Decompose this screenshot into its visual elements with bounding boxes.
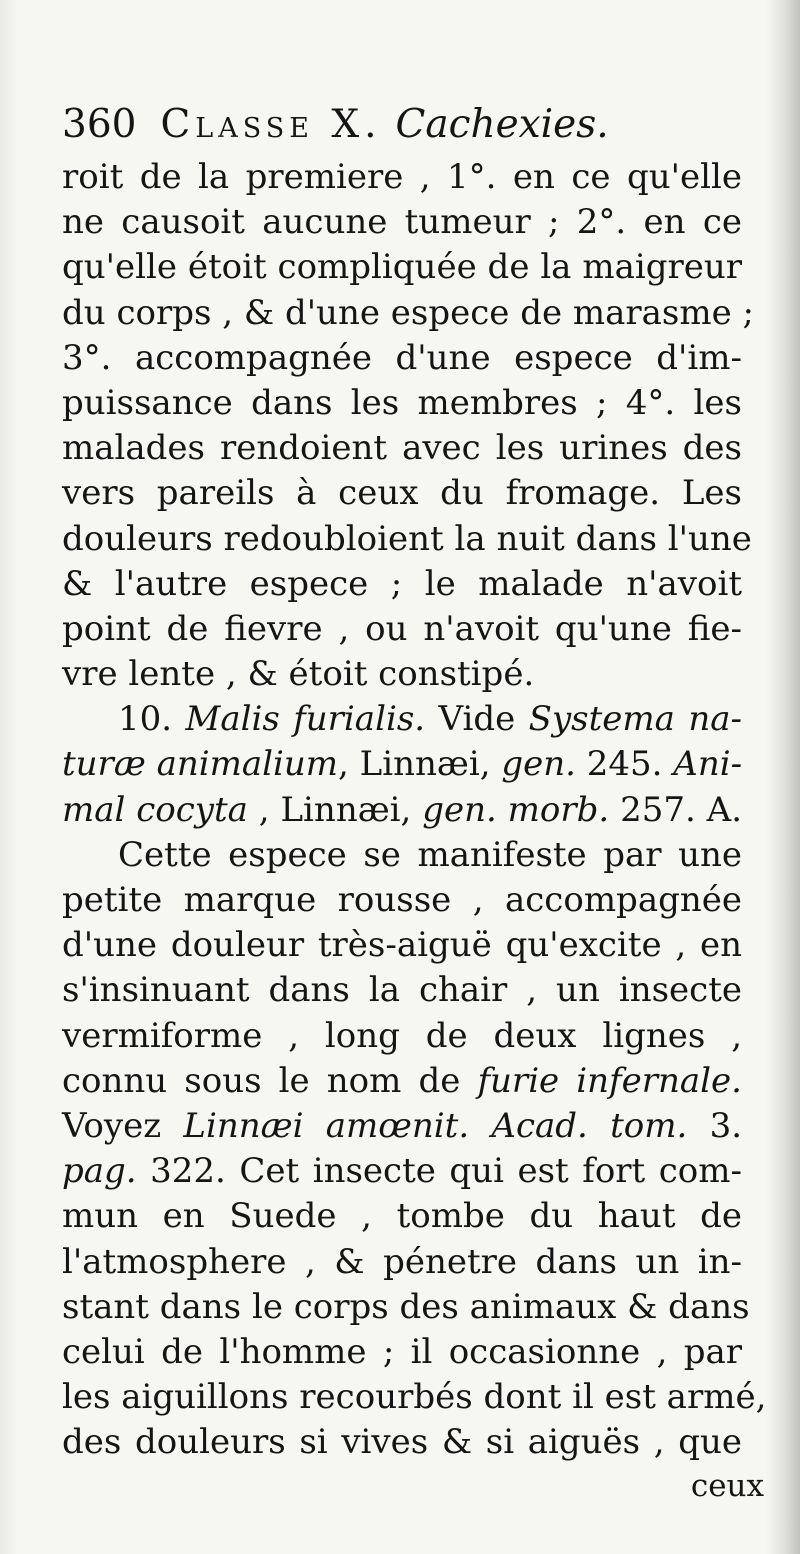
animal-name: Ani-: [673, 744, 743, 785]
text-line-2: ne causoit aucune tumeur ; 2°. en ce: [62, 202, 742, 243]
text-line-19: s'insinuant dans la chair , un insecte: [62, 970, 742, 1011]
text-line-15: [62, 788, 742, 833]
text-line-13: [62, 697, 742, 742]
page-abbrev: pag.: [62, 1151, 137, 1192]
class-label: Classe X.: [160, 102, 382, 147]
text-line-8: vers pareils à ceux du fromage. Les: [62, 473, 742, 514]
morb-number: 257. A.: [609, 789, 743, 830]
text-line-23: [62, 1149, 742, 1194]
text-line-14: [62, 742, 742, 787]
text-line-20: vermiforme , long de deux lignes ,: [62, 1015, 742, 1056]
voyez-text: Voyez: [62, 1105, 184, 1146]
line-15-text: , Linnæi,: [247, 789, 423, 830]
line-21-text: connu sous le nom de: [62, 1060, 478, 1101]
text-line-29: des douleurs si vives & si aiguës , que: [62, 1422, 742, 1463]
section-title: Cachexies.: [395, 102, 609, 147]
text-line-16: Cette espece se manifeste par une: [118, 834, 742, 875]
furie-infernale: furie infernale.: [477, 1060, 742, 1101]
text-block: [62, 95, 767, 1465]
species-name: Malis furialis.: [185, 699, 426, 740]
text-line-25: l'atmosphere , & pénetre dans un in-: [62, 1241, 742, 1282]
entry-number: 10.: [118, 699, 186, 740]
text-line-11: point de fievre , ou n'avoit qu'une fie-: [62, 608, 742, 649]
page-left-shade: [0, 0, 18, 1554]
catchword: ceux: [690, 1468, 764, 1504]
line-14-text: , Linnæi,: [338, 744, 502, 785]
text-line-28: les aiguillons recourbés dont il est armé,: [62, 1377, 767, 1418]
text-line-18: d'une douleur très-aiguë qu'excite , en: [62, 925, 742, 966]
reference-title-cont: turæ animalium: [62, 744, 339, 785]
text-line-6: puissance dans les membres ; 4°. les: [62, 382, 742, 423]
text-line-10: & l'autre espece ; le malade n'avoit: [62, 563, 742, 604]
text-line-3: qu'elle étoit compliquée de la maigreur: [62, 247, 742, 288]
text-line-17: petite marque rousse , accompagnée: [62, 880, 742, 920]
page-edge-shadow: [766, 0, 800, 1554]
text-line-9: douleurs redoubloient la nuit dans l'une: [62, 518, 752, 559]
text-line-27: celui de l'homme ; il occasionne , par: [62, 1331, 742, 1372]
text-line-4: du corps , & d'une espece de marasme ;: [62, 292, 755, 333]
line-23-text: 322. Cet insecte qui est fort com-: [136, 1151, 742, 1192]
page-number: 360: [62, 102, 137, 147]
text-line-26: stant dans le corps des animaux & dans: [62, 1286, 750, 1327]
line-13-text: Vide: [425, 699, 529, 740]
text-line-21: [62, 1059, 742, 1104]
text-line-7: malades rendoient avec les urines des: [62, 428, 742, 469]
text-line-5: 3°. accompagnée d'une espece d'im-: [62, 337, 742, 378]
text-line-24: mun en Suede , tombe du haut de: [62, 1196, 742, 1237]
animal-name-cont: mal cocyta: [62, 789, 248, 830]
genera-morborum: gen. morb.: [422, 789, 610, 830]
running-header: [62, 95, 742, 155]
tome-number: 3.: [687, 1105, 743, 1146]
genus-abbrev: gen.: [501, 744, 576, 785]
genus-number: 245.: [575, 744, 674, 785]
text-line-1: roit de la premiere , 1°. en ce qu'elle: [62, 157, 742, 197]
amoenitates-reference: Linnæi amœnit. Acad. tom.: [183, 1105, 688, 1146]
text-line-22: [62, 1104, 742, 1149]
reference-title: Systema na-: [528, 699, 742, 740]
text-line-12: vre lente , & étoit constipé.: [62, 654, 535, 695]
